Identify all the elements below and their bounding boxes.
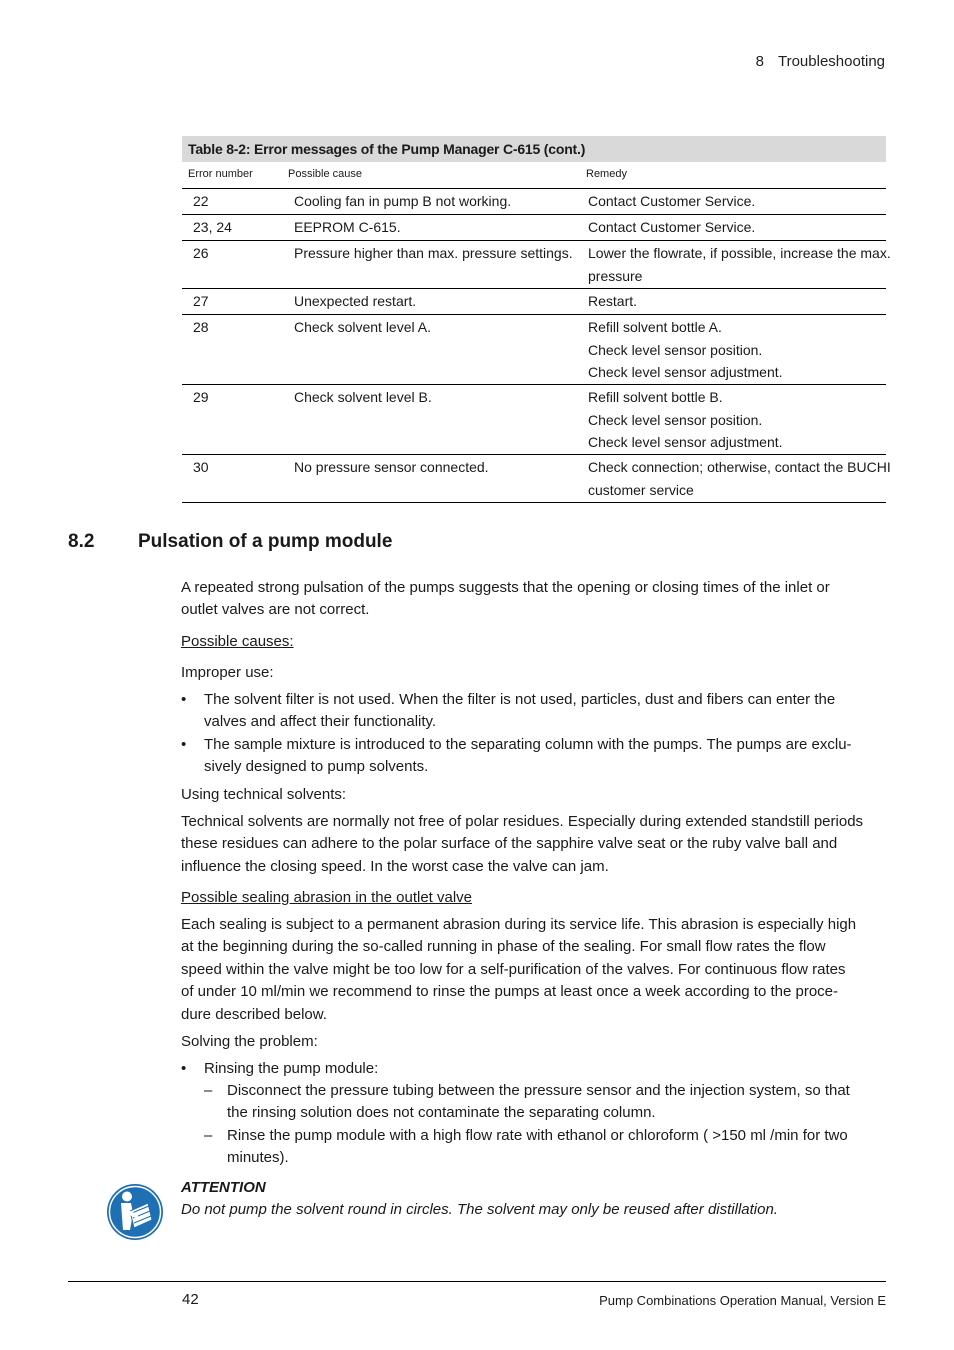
cell-remedy (588, 385, 886, 454)
solving-problem-label: Solving the problem: (181, 1033, 318, 1050)
column-header-error-number: Error number (188, 168, 253, 180)
cell-error-number: 27 (193, 293, 209, 309)
remedy-line: customer service (588, 481, 694, 498)
cell-remedy (588, 241, 891, 287)
text-line: valves and affect their functionality. (204, 713, 437, 731)
sub-item-text (227, 1080, 886, 1125)
cell-cause: Check solvent level A. (294, 319, 431, 335)
cell-error-number: 29 (193, 389, 209, 405)
attention-title: ATTENTION (181, 1179, 266, 1196)
cell-remedy (588, 189, 886, 213)
remedy-line: Contact Customer Service. (588, 219, 756, 235)
text-line: The solvent filter is not used. When the filter is not used, particles, dust and fibers can enter the (204, 691, 836, 708)
remedy-line: Check connection; otherwise, contact the BUCHI (588, 459, 891, 475)
sealing-abrasion-paragraph (181, 914, 886, 1026)
page-number: 42 (182, 1291, 199, 1308)
footer-rule (68, 1281, 886, 1282)
read-manual-icon (106, 1183, 164, 1241)
text-line: the rinsing solution does not contaminate the separating column. (227, 1104, 656, 1122)
section-title: Pulsation of a pump module (138, 531, 393, 552)
text-line: speed within the valve might be too low for a self-purification of the valves. For continuous flow rates (181, 960, 846, 978)
table-caption: Table 8-2: Error messages of the Pump Manager C-615 (cont.) (182, 136, 886, 162)
text-line: dure described below. (181, 1005, 327, 1023)
cell-error-number: 26 (193, 245, 209, 261)
cell-remedy (588, 289, 886, 313)
bullet-glyph: • (181, 736, 187, 753)
column-header-possible-cause: Possible cause (288, 168, 362, 180)
remedy-line: Refill solvent bottle B. (588, 389, 723, 405)
text-line: The sample mixture is introduced to the separating column with the pumps. The pumps are exclu- (204, 736, 852, 753)
text-line: at the beginning during the so-called running in phase of the sealing. For small flow rates the flow (181, 938, 826, 956)
chapter-number: 8 (755, 53, 764, 70)
text-line: these residues can adhere to the polar surface of the sapphire valve seat or the ruby valve ball and (181, 835, 838, 853)
bullet-text (204, 689, 886, 734)
cell-cause: Unexpected restart. (294, 293, 417, 309)
cell-error-number: 28 (193, 319, 209, 335)
sub-item-text (227, 1125, 886, 1170)
remedy-line: Check level sensor position. (588, 411, 763, 428)
remedy-line: Check level sensor adjustment. (588, 434, 783, 450)
cell-remedy (588, 215, 886, 239)
cell-cause: EEPROM C-615. (294, 219, 401, 235)
text-line: sively designed to pump solvents. (204, 758, 429, 776)
table-row (182, 315, 886, 385)
dash-glyph: – (204, 1082, 213, 1099)
remedy-line: Check level sensor adjustment. (588, 364, 783, 380)
cell-cause: Pressure higher than max. pressure settings. (294, 245, 573, 261)
remedy-line: Lower the flowrate, if possible, increase the max. (588, 245, 891, 261)
text-line: Technical solvents are normally not free of polar residues. Especially during extended standstill periods (181, 813, 864, 830)
cell-remedy (588, 455, 891, 501)
chapter-title: Troubleshooting (777, 53, 885, 70)
text-line: Disconnect the pressure tubing between the pressure sensor and the injection system, so that (227, 1082, 850, 1099)
cell-error-number: 22 (193, 193, 209, 209)
text-line: Each sealing is subject to a permanent abrasion during its service life. This abrasion is especially high (181, 916, 857, 933)
cell-cause: No pressure sensor connected. (294, 459, 489, 475)
bullet-text (204, 734, 886, 779)
technical-solvents-paragraph (181, 811, 886, 878)
bullet-glyph: • (181, 691, 187, 708)
table-header (182, 162, 886, 189)
cell-cause: Cooling fan in pump B not working. (294, 193, 512, 209)
table-row (182, 215, 886, 241)
text-line: influence the closing speed. In the worst case the valve can jam. (181, 857, 609, 875)
section-number: 8.2 (68, 531, 95, 552)
table-row (182, 385, 886, 455)
text-line: of under 10 ml/min we recommend to rinse the pumps at least once a week according to the proce- (181, 983, 839, 1001)
error-table (182, 136, 891, 503)
intro-paragraph (181, 577, 886, 622)
text-line: outlet valves are not correct. (181, 601, 370, 619)
attention-text: Do not pump the solvent round in circles. The solvent may only be reused after distillation. (181, 1201, 778, 1218)
remedy-line: Restart. (588, 293, 638, 309)
remedy-line: Refill solvent bottle A. (588, 319, 722, 335)
table-row (182, 289, 886, 315)
improper-use-label: Improper use: (181, 664, 274, 681)
bullet-glyph: • (181, 1060, 187, 1077)
text-line: Rinse the pump module with a high flow rate with ethanol or chloroform ( >150 ml /min for two (227, 1127, 848, 1144)
remedy-line: pressure (588, 267, 643, 284)
text-line: minutes). (227, 1149, 289, 1167)
bullet-text: Rinsing the pump module: (204, 1060, 379, 1077)
dash-glyph: – (204, 1127, 213, 1144)
remedy-line: Check level sensor position. (588, 341, 763, 358)
table-row (182, 189, 886, 215)
possible-causes-label: Possible causes: (181, 633, 294, 650)
cell-error-number: 30 (193, 459, 209, 475)
cell-error-number: 23, 24 (193, 219, 232, 235)
table-row (182, 241, 891, 289)
document-title: Pump Combinations Operation Manual, Version E (599, 1293, 886, 1308)
remedy-line: Contact Customer Service. (588, 193, 756, 209)
table-row (182, 455, 891, 503)
sealing-abrasion-label: Possible sealing abrasion in the outlet valve (181, 889, 473, 906)
cell-remedy (588, 315, 886, 384)
running-head (756, 53, 885, 70)
technical-solvents-label: Using technical solvents: (181, 786, 347, 803)
cell-cause: Check solvent level B. (294, 389, 432, 405)
column-header-remedy: Remedy (586, 168, 627, 180)
text-line: A repeated strong pulsation of the pumps suggests that the opening or closing times of the inlet or (181, 579, 830, 596)
